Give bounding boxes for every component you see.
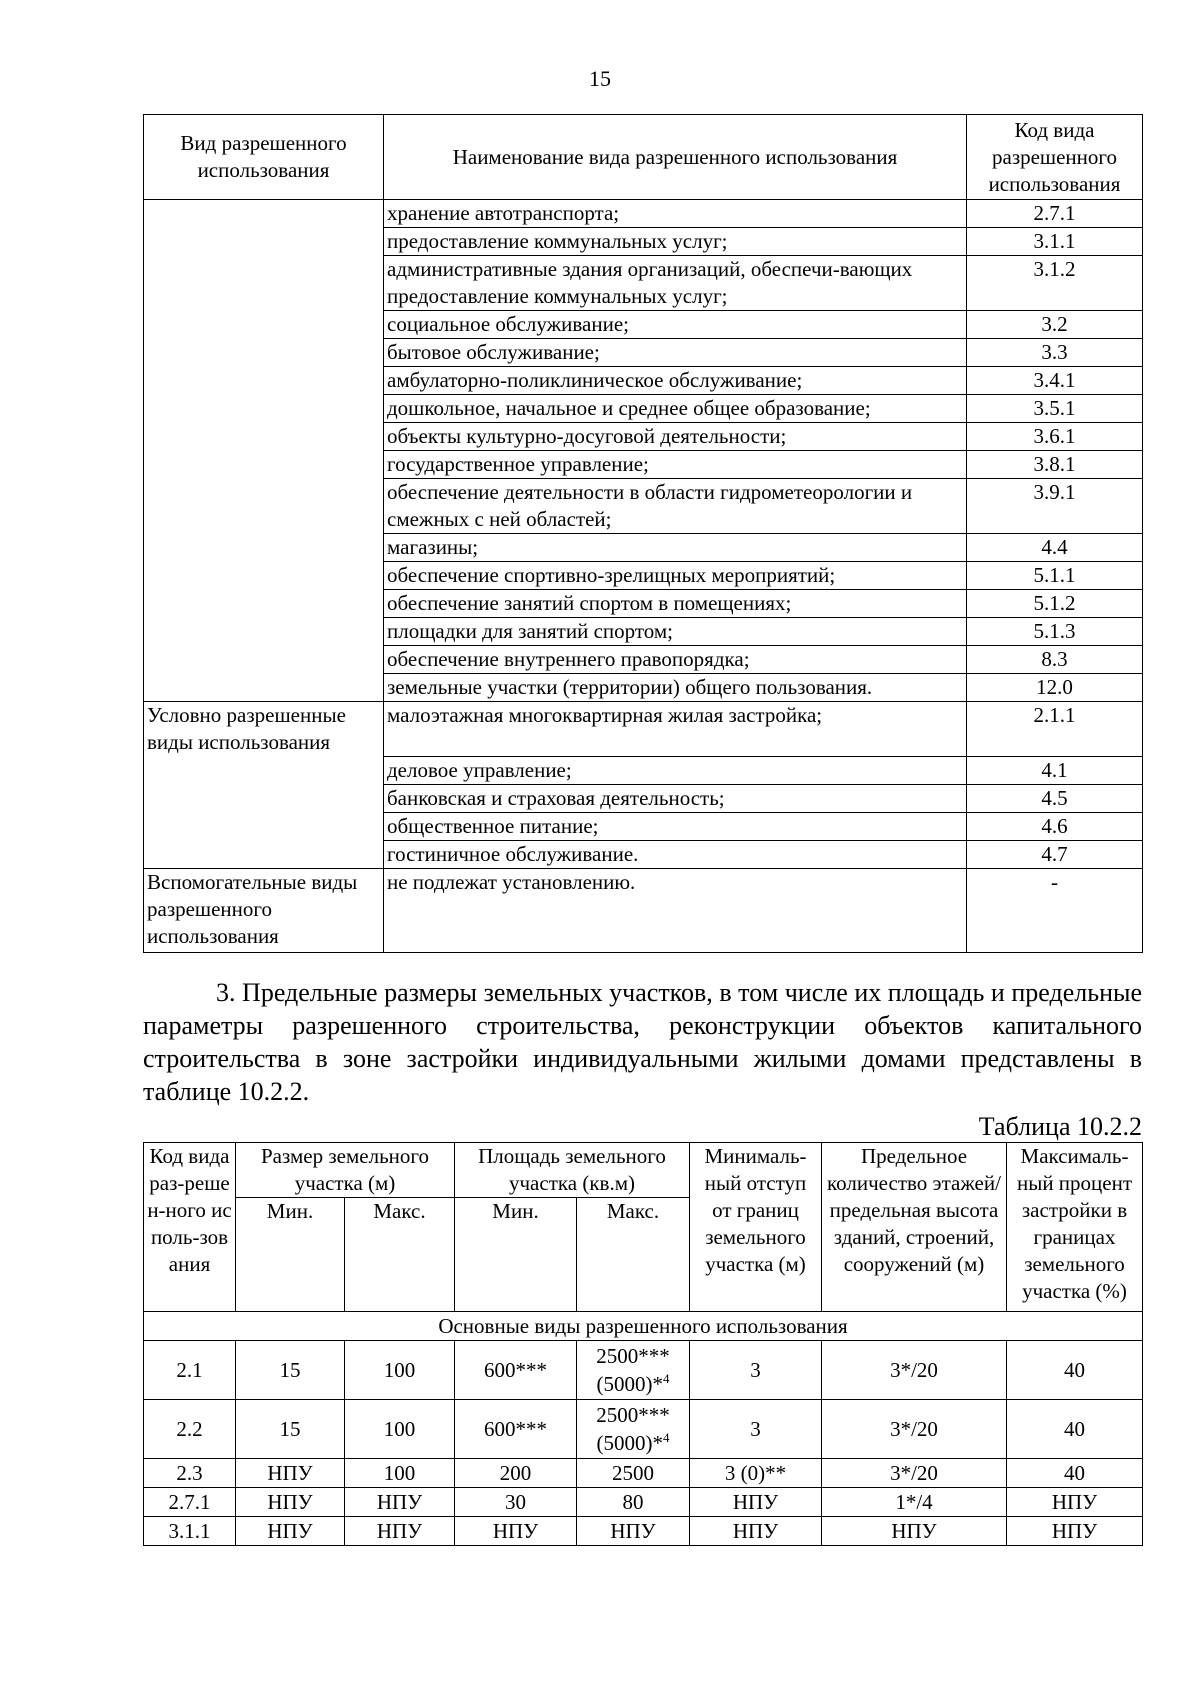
use-name-cell: хранение автотранспорта; <box>384 200 967 228</box>
cell-size-max: НПУ <box>345 1488 455 1517</box>
table-caption: Таблица 10.2.2 <box>978 1112 1142 1141</box>
cell-floors: 3*/20 <box>822 1341 1007 1400</box>
use-group-cell <box>144 367 384 395</box>
use-group-cell <box>144 200 384 228</box>
use-name-cell: социальное обслуживание; <box>384 311 967 339</box>
header-use-name: Наименование вида разрешенного использования <box>384 115 967 200</box>
table-row <box>144 702 1143 757</box>
use-code-cell: 4.5 <box>967 784 1143 812</box>
use-code-cell: 3.1.2 <box>967 256 1143 311</box>
use-name-cell: гостиничное обслуживание. <box>384 840 967 868</box>
use-group-cell <box>144 840 384 868</box>
table-row <box>144 1517 1143 1546</box>
table-row <box>144 256 1143 311</box>
header-size-min: Мин. <box>236 1198 345 1312</box>
area-max-value: НПУ <box>610 1519 656 1543</box>
use-code-cell: 3.5.1 <box>967 395 1143 423</box>
use-name-cell: деловое управление; <box>384 756 967 784</box>
use-name-cell: малоэтажная многоквартирная жилая застройка; <box>384 702 967 757</box>
cell-area-max <box>577 1400 690 1459</box>
cell-floors: 3*/20 <box>822 1400 1007 1459</box>
cell-size-min: 15 <box>236 1400 345 1459</box>
cell-area-min: НПУ <box>455 1517 577 1546</box>
use-code-cell: 3.9.1 <box>967 479 1143 534</box>
table-row <box>144 840 1143 868</box>
use-code-cell: 3.4.1 <box>967 367 1143 395</box>
cell-percent: НПУ <box>1007 1488 1143 1517</box>
use-name-cell: объекты культурно-досуговой деятельности; <box>384 423 967 451</box>
table-row <box>144 311 1143 339</box>
section-row <box>144 1312 1143 1341</box>
cell-size-max: 100 <box>345 1341 455 1400</box>
use-code-cell: - <box>967 868 1143 952</box>
area-max-alt-text: (5000)* <box>596 1372 663 1396</box>
use-group-cell: Вспомогательные виды разрешенного использования <box>144 868 384 952</box>
header-use-code: Код вида разрешенного использования <box>967 115 1143 200</box>
table-row <box>144 1488 1143 1517</box>
cell-area-max <box>577 1517 690 1546</box>
table-row <box>144 339 1143 367</box>
cell-size-max: 100 <box>345 1459 455 1488</box>
use-code-cell: 3.6.1 <box>967 423 1143 451</box>
use-code-cell: 3.1.1 <box>967 228 1143 256</box>
cell-setback: НПУ <box>690 1517 822 1546</box>
use-name-cell: обеспечение спортивно-зрелищных мероприятий; <box>384 562 967 590</box>
use-code-cell: 2.7.1 <box>967 200 1143 228</box>
cell-percent: 40 <box>1007 1341 1143 1400</box>
header-plot-area: Площадь земельного участка (кв.м) <box>455 1143 690 1198</box>
use-name-cell: государственное управление; <box>384 451 967 479</box>
table-row <box>144 590 1143 618</box>
header-area-min: Мин. <box>455 1198 577 1312</box>
permitted-use-table <box>143 114 1143 953</box>
cell-setback: НПУ <box>690 1488 822 1517</box>
area-max-value: 2500*** <box>596 1344 670 1368</box>
cell-area-max <box>577 1459 690 1488</box>
use-group-cell <box>144 784 384 812</box>
table-row <box>144 1400 1143 1459</box>
table-row <box>144 534 1143 562</box>
table-header-row <box>144 115 1143 200</box>
use-code-cell: 4.6 <box>967 812 1143 840</box>
use-code-cell: 5.1.2 <box>967 590 1143 618</box>
table-row <box>144 1341 1143 1400</box>
use-code-cell: 4.7 <box>967 840 1143 868</box>
table-row <box>144 1459 1143 1488</box>
use-code-cell: 8.3 <box>967 646 1143 674</box>
area-max-value: 80 <box>622 1490 644 1514</box>
use-name-cell: обеспечение занятий спортом в помещениях; <box>384 590 967 618</box>
table-row <box>144 812 1143 840</box>
use-group-cell <box>144 479 384 534</box>
use-group-cell <box>144 256 384 311</box>
footnote-superscript: 4 <box>663 1430 670 1445</box>
cell-code: 2.2 <box>144 1400 236 1459</box>
header-coverage-percent: Максималь-ный процент застройки в границах земельного участка (%) <box>1007 1143 1143 1312</box>
area-max-alt-text: (5000)* <box>596 1431 663 1455</box>
use-name-cell: обеспечение внутреннего правопорядка; <box>384 646 967 674</box>
cell-floors: 3*/20 <box>822 1459 1007 1488</box>
table-row <box>144 479 1143 534</box>
use-name-cell: банковская и страховая деятельность; <box>384 784 967 812</box>
use-group-cell <box>144 618 384 646</box>
permitted-use-body <box>144 200 1143 953</box>
use-code-cell: 5.1.3 <box>967 618 1143 646</box>
cell-code: 2.3 <box>144 1459 236 1488</box>
parameters-body <box>144 1312 1143 1546</box>
use-code-cell: 2.1.1 <box>967 702 1143 757</box>
page-number: 15 <box>589 66 611 91</box>
table-header-row <box>144 1143 1143 1198</box>
cell-floors: 1*/4 <box>822 1488 1007 1517</box>
use-group-cell <box>144 339 384 367</box>
cell-percent: НПУ <box>1007 1517 1143 1546</box>
use-code-cell: 3.2 <box>967 311 1143 339</box>
parameters-table <box>143 1142 1143 1546</box>
table-row <box>144 646 1143 674</box>
use-name-cell: магазины; <box>384 534 967 562</box>
cell-percent: 40 <box>1007 1400 1143 1459</box>
use-code-cell: 4.4 <box>967 534 1143 562</box>
use-name-cell: не подлежат установлению. <box>384 868 967 952</box>
use-group-cell <box>144 562 384 590</box>
cell-floors: НПУ <box>822 1517 1007 1546</box>
header-floors-height: Предельное количество этажей/ предельная высота зданий, строений, сооружений (м) <box>822 1143 1007 1312</box>
section-paragraph: 3. Предельные размеры земельных участков, в том числе их площадь и предельные параметры разрешенного строительства, реконструкции объектов капитального строительства в зоне застройки индивидуальными жилыми домами представлены в таблице 10.2.2. <box>143 978 1142 1106</box>
cell-percent: 40 <box>1007 1459 1143 1488</box>
header-use-type: Вид разрешенного использования <box>144 115 384 200</box>
use-code-cell: 12.0 <box>967 674 1143 702</box>
area-max-value: 2500 <box>612 1461 654 1485</box>
use-code-cell: 3.8.1 <box>967 451 1143 479</box>
cell-size-min: НПУ <box>236 1459 345 1488</box>
header-setback: Минималь-ный отступ от границ земельного участка (м) <box>690 1143 822 1312</box>
cell-code: 2.7.1 <box>144 1488 236 1517</box>
area-max-alt-value <box>580 1429 686 1457</box>
use-group-cell <box>144 756 384 784</box>
use-group-cell <box>144 423 384 451</box>
cell-area-min: 30 <box>455 1488 577 1517</box>
use-code-cell: 3.3 <box>967 339 1143 367</box>
table-row <box>144 756 1143 784</box>
use-name-cell: земельные участки (территории) общего пользования. <box>384 674 967 702</box>
table-row <box>144 423 1143 451</box>
cell-setback: 3 (0)** <box>690 1459 822 1488</box>
cell-size-min: 15 <box>236 1341 345 1400</box>
table-row <box>144 784 1143 812</box>
use-group-cell <box>144 590 384 618</box>
header-plot-size: Размер земельного участка (м) <box>236 1143 455 1198</box>
use-name-cell: амбулаторно-поликлиническое обслуживание; <box>384 367 967 395</box>
table-row <box>144 228 1143 256</box>
table-row <box>144 868 1143 952</box>
use-name-cell: предоставление коммунальных услуг; <box>384 228 967 256</box>
use-name-cell: административные здания организаций, обеспечи-вающих предоставление коммунальных услуг; <box>384 256 967 311</box>
cell-size-min: НПУ <box>236 1488 345 1517</box>
use-name-cell: дошкольное, начальное и среднее общее образование; <box>384 395 967 423</box>
use-group-cell <box>144 395 384 423</box>
cell-size-max: 100 <box>345 1400 455 1459</box>
table-row <box>144 395 1143 423</box>
use-name-cell: площадки для занятий спортом; <box>384 618 967 646</box>
table-row <box>144 674 1143 702</box>
cell-area-min: 600*** <box>455 1400 577 1459</box>
table-row <box>144 451 1143 479</box>
use-group-cell <box>144 228 384 256</box>
use-group-cell <box>144 311 384 339</box>
cell-size-max: НПУ <box>345 1517 455 1546</box>
use-group-cell <box>144 646 384 674</box>
cell-setback: 3 <box>690 1341 822 1400</box>
table-row <box>144 562 1143 590</box>
footnote-superscript: 4 <box>663 1371 670 1386</box>
use-group-cell: Условно разрешенные виды использования <box>144 702 384 757</box>
use-group-cell <box>144 812 384 840</box>
section-title: Основные виды разрешенного использования <box>144 1312 1143 1341</box>
header-area-max: Макс. <box>577 1198 690 1312</box>
table-row <box>144 618 1143 646</box>
area-max-value: 2500*** <box>596 1403 670 1427</box>
use-code-cell: 4.1 <box>967 756 1143 784</box>
use-name-cell: общественное питание; <box>384 812 967 840</box>
header-code: Код вида раз-решен-ного исполь-зования <box>144 1143 236 1312</box>
cell-size-min: НПУ <box>236 1517 345 1546</box>
table-row <box>144 367 1143 395</box>
cell-code: 3.1.1 <box>144 1517 236 1546</box>
use-name-cell: бытовое обслуживание; <box>384 339 967 367</box>
use-group-cell <box>144 674 384 702</box>
use-group-cell <box>144 534 384 562</box>
use-code-cell: 5.1.1 <box>967 562 1143 590</box>
header-size-max: Макс. <box>345 1198 455 1312</box>
area-max-alt-value <box>580 1370 686 1398</box>
cell-area-min: 200 <box>455 1459 577 1488</box>
cell-code: 2.1 <box>144 1341 236 1400</box>
cell-area-max <box>577 1488 690 1517</box>
cell-area-max <box>577 1341 690 1400</box>
table-row <box>144 200 1143 228</box>
cell-area-min: 600*** <box>455 1341 577 1400</box>
cell-setback: 3 <box>690 1400 822 1459</box>
use-group-cell <box>144 451 384 479</box>
use-name-cell: обеспечение деятельности в области гидрометеорологии и смежных с ней областей; <box>384 479 967 534</box>
